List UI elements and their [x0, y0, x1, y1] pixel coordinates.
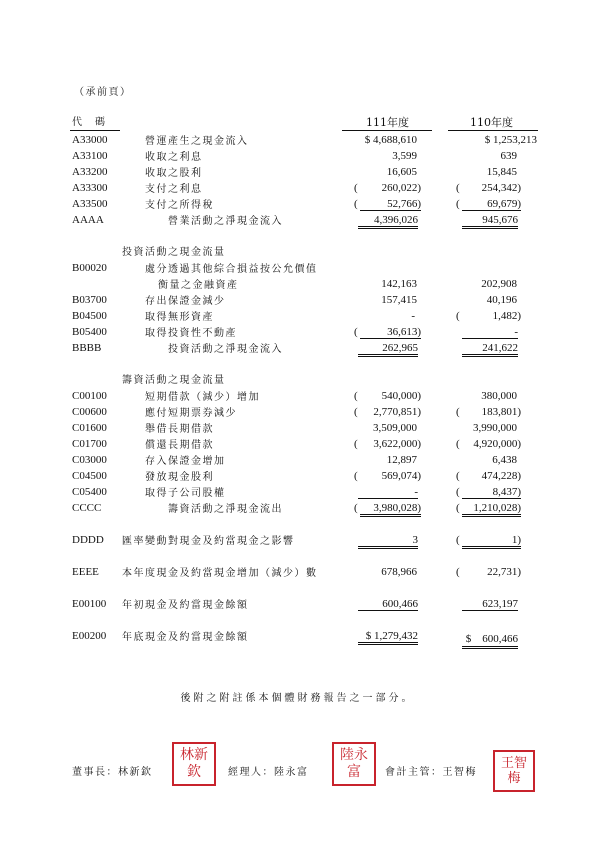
open-paren: ( [456, 310, 460, 322]
row-label: 處分透過其他綜合損益按公允價值 [145, 264, 318, 275]
row-value-111: 260,022) [381, 182, 421, 194]
section-heading: 籌資活動之現金流量 [122, 375, 226, 386]
row-label: 發放現金股利 [145, 472, 214, 483]
row-value-110: 15,845 [486, 166, 517, 178]
row-value-110: 202,908 [481, 278, 517, 290]
row-code: B04500 [72, 310, 107, 322]
row-value-111: 12,897 [386, 454, 417, 466]
row-code: AAAA [72, 214, 104, 226]
row-label: 年初現金及約當現金餘額 [122, 600, 249, 611]
row-label: 取得子公司股權 [145, 488, 226, 499]
row-label: 營業活動之淨現金流入 [168, 216, 283, 227]
row-code: A33500 [72, 198, 108, 210]
row-label: 存入保證金增加 [145, 456, 226, 467]
row-value-111: 3,599 [392, 150, 417, 162]
row-value-111: 678,966 [381, 566, 417, 578]
row-value-110: 639 [500, 150, 517, 162]
row-value-110: 4,920,000) [473, 438, 521, 450]
manager-signature-label: 經理人：陸永富 [228, 767, 309, 778]
row-value-111: 3 [358, 534, 418, 549]
row-label: 籌資活動之淨現金流出 [168, 504, 283, 515]
row-code: C00600 [72, 406, 107, 418]
row-code: EEEE [72, 566, 99, 578]
open-paren: ( [456, 470, 460, 482]
row-label: 本年度現金及約當現金增加（減少）數 [122, 568, 318, 579]
y110-header-rule [448, 130, 538, 131]
row-label: 收取之股利 [145, 168, 203, 179]
code-column-header: 代 碼 [72, 117, 107, 128]
row-value-110: 6,438 [492, 454, 517, 466]
row-value-111: 540,000) [381, 390, 421, 402]
accountant-seal [493, 750, 535, 792]
y111-header-rule [342, 130, 432, 131]
row-code: E00100 [72, 598, 107, 610]
row-code: A33000 [72, 134, 108, 146]
row-value-110: 1) [462, 534, 521, 549]
open-paren: ( [354, 502, 358, 514]
open-paren: ( [354, 198, 358, 210]
row-value-110: 3,990,000 [473, 422, 517, 434]
row-label: 存出保證金減少 [145, 296, 226, 307]
row-label: 取得無形資產 [145, 312, 214, 323]
row-value-111: 569,074) [381, 470, 421, 482]
row-value-111: $ 4,688,610 [364, 134, 417, 146]
row-label: 償還長期借款 [145, 440, 214, 451]
row-label: 取得投資性不動產 [145, 328, 237, 339]
open-paren: ( [354, 182, 358, 194]
row-value-111: 262,965 [358, 342, 418, 357]
seal-text: 陸永富 [340, 747, 368, 780]
row-value-110: 183,801) [481, 406, 521, 418]
row-value-110: 474,228) [481, 470, 521, 482]
row-label: 支付之利息 [145, 184, 203, 195]
row-code: A33200 [72, 166, 108, 178]
row-label: 營運產生之現金流入 [145, 136, 249, 147]
open-paren: ( [456, 406, 460, 418]
row-label: 支付之所得稅 [145, 200, 214, 211]
row-code: C00100 [72, 390, 107, 402]
chairman-seal [172, 742, 216, 786]
open-paren: ( [456, 438, 460, 450]
open-paren: ( [456, 502, 460, 514]
row-value-111: - [358, 486, 418, 499]
row-label: 收取之利息 [145, 152, 203, 163]
open-paren: ( [456, 566, 460, 578]
row-code: C05400 [72, 486, 107, 498]
row-value-111: 600,466 [358, 598, 418, 611]
open-paren: ( [456, 486, 460, 498]
manager-seal [332, 742, 376, 786]
row-value-111: 3,509,000 [373, 422, 417, 434]
row-value-111: 36,613) [360, 326, 421, 339]
open-paren: ( [456, 534, 460, 546]
open-paren: ( [456, 182, 460, 194]
seal-text: 林新欽 [180, 747, 208, 780]
row-value-111: 142,163 [381, 278, 417, 290]
row-label: 年底現金及約當現金餘額 [122, 632, 249, 643]
row-value-111: 3,980,028) [360, 502, 421, 517]
row-code: A33100 [72, 150, 108, 162]
row-value-111: 2,770,851) [373, 406, 421, 418]
section-heading: 投資活動之現金流量 [122, 247, 226, 258]
row-value-111: 157,415 [381, 294, 417, 306]
row-value-110: 22,731) [487, 566, 521, 578]
row-code: B05400 [72, 326, 107, 338]
row-value-110: 380,000 [481, 390, 517, 402]
row-value-111: 4,396,026 [358, 214, 418, 229]
row-value-110: 623,197 [462, 598, 518, 611]
row-value-111: $ 1,279,432 [358, 630, 418, 645]
row-label: 舉借長期借款 [145, 424, 214, 435]
row-value-110: 945,676 [462, 214, 518, 229]
footnote: 後附之附註係本個體財務報告之一部分。 [180, 693, 415, 704]
row-code: BBBB [72, 342, 102, 354]
row-value-111: 3,622,000) [373, 438, 421, 450]
row-value-110: 254,342) [481, 182, 521, 194]
row-code: C01600 [72, 422, 107, 434]
open-paren: ( [354, 406, 358, 418]
row-label: 匯率變動對現金及約當現金之影響 [122, 536, 295, 547]
row-value-110: 1,210,028) [462, 502, 521, 517]
open-paren: ( [354, 326, 358, 338]
open-paren: ( [456, 198, 460, 210]
continued-label: （承前頁） [74, 87, 132, 98]
row-value-110: - [462, 326, 518, 339]
year-111-header: 111年度 [366, 116, 409, 129]
row-code: C04500 [72, 470, 107, 482]
row-label: 衡量之金融資產 [158, 280, 239, 291]
row-code: C03000 [72, 454, 107, 466]
year-110-header: 110年度 [470, 116, 513, 129]
row-value-111: 16,605 [386, 166, 417, 178]
row-value-110: 69,679) [462, 198, 521, 211]
code-header-rule [70, 130, 120, 131]
row-value-110: 8,437) [462, 486, 521, 499]
row-code: CCCC [72, 502, 102, 514]
row-label: 應付短期票券減少 [145, 408, 237, 419]
row-value-110: 241,622 [462, 342, 518, 357]
row-code: B03700 [72, 294, 107, 306]
row-value-110: $ 600,466 [462, 630, 518, 649]
open-paren: ( [354, 470, 358, 482]
row-label: 投資活動之淨現金流入 [168, 344, 283, 355]
row-value-110: 1,482) [492, 310, 521, 322]
row-label: 短期借款（減少）增加 [145, 392, 260, 403]
row-code: A33300 [72, 182, 108, 194]
chairman-signature-label: 董事長：林新欽 [72, 767, 153, 778]
row-code: DDDD [72, 534, 104, 546]
open-paren: ( [354, 390, 358, 402]
row-value-111: - [411, 310, 415, 322]
seal-text: 王智梅 [500, 756, 527, 786]
open-paren: ( [354, 438, 358, 450]
row-code: B00020 [72, 262, 107, 274]
row-value-110: 40,196 [486, 294, 517, 306]
row-code: C01700 [72, 438, 107, 450]
row-value-111: 52,766) [360, 198, 421, 211]
accountant-signature-label: 會計主管：王智梅 [385, 767, 477, 778]
row-code: E00200 [72, 630, 107, 642]
row-value-110: $ 1,253,213 [484, 134, 537, 146]
